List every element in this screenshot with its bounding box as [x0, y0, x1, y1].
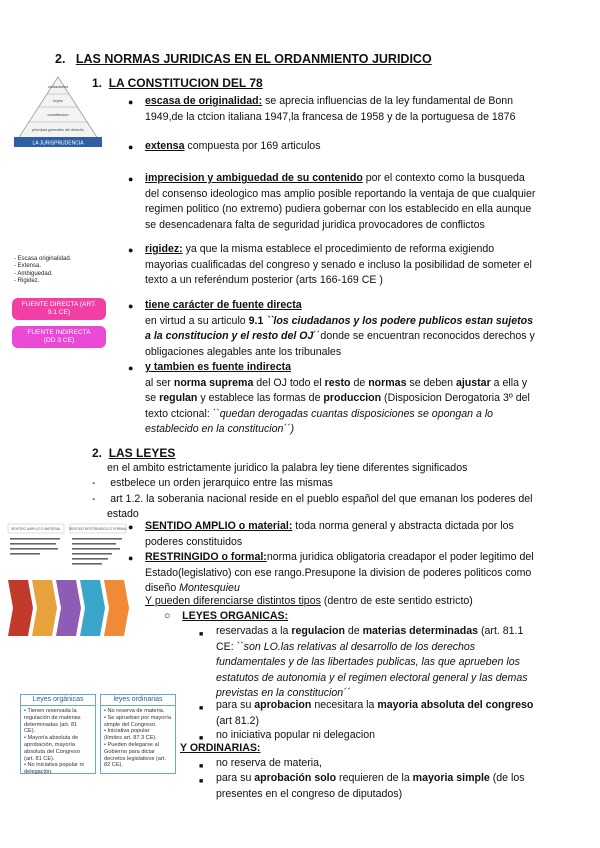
fuente-directa-badge	[12, 298, 106, 320]
badge-line: FUENTE INDIRECTA	[27, 329, 91, 336]
table-cell-line: • No reserva de materia.	[104, 708, 165, 714]
section-2-intro: en el ambito estrictamente juridico la palabra ley tiene diferentes significados	[107, 462, 468, 474]
title-number: 2.	[55, 52, 66, 66]
badge-line: FUENTE DIRECTA (ART.	[21, 301, 97, 308]
bullet-key: extensa	[145, 140, 185, 152]
ordinarias-item-aprobacion: para su aprobación solo requieren de la mayoria simple (de los presentes en el congreso de diputados)	[216, 772, 525, 800]
title-text: LAS NORMAS JURIDICAS EN EL ORDANMIENTO JURIDICO	[75, 52, 432, 66]
organicas-item-iniciativa: no iniciativa popular ni delegacion	[216, 729, 376, 741]
table-header: Leyes orgánicas	[21, 695, 95, 706]
table-body	[101, 706, 175, 771]
bullet-originalidad	[145, 94, 515, 125]
organicas-item-reserva: reservadas a la regulacion de materias determinadas (art. 81.1 CE: ``son LO.las relativas al desarrollo de los derechos fundamentales y de las libertades publicas, las que aprueben los estatutos de autonomia y el regimen electoral general y las demas previstas en la constitucion´´	[216, 625, 528, 699]
bullet-text: del consenso ideologico mas amplio posible reportando la ventaja de que cualquier	[145, 187, 536, 200]
bullet-key: imprecision y ambiguedad de su contenido	[145, 172, 363, 184]
bullet-icon: ●	[128, 142, 134, 152]
table-cell-line: decretos legislativos (art. 82 CE).	[104, 755, 166, 769]
bullet-key: rigidez:	[145, 243, 183, 255]
pyramid-level-4: principios generales del derecho	[32, 128, 84, 132]
bullet-text: compuesta por 169 articulos	[184, 140, 321, 152]
bullet-icon: ●	[128, 174, 134, 184]
arrow-shape	[56, 580, 81, 636]
side-note: - Rigidez.	[14, 278, 40, 285]
bullet-icon: ●	[128, 553, 134, 563]
bullet-text: ya que la misma establece el procedimiento de reforma exigiendo	[182, 243, 495, 255]
pyramid-level-3: constitucion	[47, 112, 69, 117]
table-cell-line: simple del Congreso.	[104, 721, 157, 728]
table-column-ordinarias	[100, 694, 176, 774]
bullet-text: por el contexto como la busqueda	[362, 172, 525, 184]
ordinarias-item-reserva: no reserva de materia,	[216, 757, 322, 769]
table-cell-line: • Pueden delegarse al	[104, 741, 159, 748]
table-cell-line: absoluta del Congreso	[24, 748, 80, 755]
arrow-shape	[104, 580, 129, 636]
table-header: leyes ordinarias	[101, 695, 175, 706]
arrows-right-header: SENTIDO RESTRINGIDO O FORMAL	[68, 527, 128, 531]
bullet-text: se desencadenara falta de seguridad juridica provocadores de conflictos	[145, 218, 485, 231]
bullet-key: y tambien es fuente indirecta	[145, 361, 292, 373]
arrow-shape	[32, 580, 57, 636]
table-cell-line: determinadas (art. 81	[24, 721, 78, 728]
section-2-title: LAS LEYES	[108, 446, 176, 460]
bullet-icon: ●	[128, 245, 134, 255]
pyramid-level-1: ciudadanos	[47, 84, 69, 89]
bullet-restringido: RESTRINGIDO o formal:norma juridica obligatoria creadapor el poder legitimo del Estado(legislativo) con ese rango.Presupone la division de poderes politicos como diseño Montesquieu	[145, 551, 534, 594]
fuente-indirecta-badge	[12, 326, 106, 348]
bullet-sentido-amplio: SENTIDO AMPLIO o material: toda norma general y abstracta dictada por los poderes constituidos	[145, 520, 514, 548]
square-bullet-icon: ■	[199, 705, 204, 712]
side-note: - Ambiguedad.	[14, 270, 53, 277]
bullet-text: en virtud a su articulo	[145, 314, 249, 327]
bullet-key: tiene carácter de fuente directa	[145, 299, 302, 311]
table-cell-line: CE).	[24, 728, 36, 735]
bullet-text: texto a un referéndum posterior (arts 166-169 CE )	[145, 274, 383, 286]
bullet-icon: ●	[128, 363, 134, 373]
bullet-text: ``los ciudadanos y los podere publicos estan sujetos	[263, 314, 533, 327]
square-bullet-icon: ■	[199, 631, 204, 638]
bullet-text: se aprecia influencias de la ley fundamental de Bonn	[262, 95, 514, 107]
bullet-text: a la constitucion y el resto del OJ	[145, 330, 314, 342]
table-cell-line: delegación.	[24, 769, 53, 776]
arrows-diagram	[6, 522, 130, 646]
bullet-key: escasa de originalidad:	[145, 95, 263, 107]
bullet-text: obligaciones alegables ante los tribunales	[145, 345, 342, 358]
bullet-extensa	[145, 139, 321, 155]
side-note: - Escasa originalidad.	[14, 256, 72, 262]
table-cell-line: (art. 81 CE).	[24, 755, 55, 762]
table-cell-line: • No iniciativa popular ni	[24, 762, 84, 769]
dash-item-continued: estado	[107, 508, 139, 520]
page-title	[55, 52, 432, 68]
bullet-text: 1949,de la ctcion italiana 1947,la francesa de 1958 y de la portuguesa de 1876	[145, 110, 516, 123]
table-cell-line: • Se aprueban por mayoría	[104, 714, 171, 721]
bullet-imprecision	[145, 171, 535, 233]
table-cell-line: • Iniciativa popular	[104, 728, 150, 735]
bullet-rigidez	[145, 242, 532, 289]
leyes-organicas-heading: ○ LEYES ORGANICAS:	[164, 610, 289, 622]
bullet-text: ´´donde se encuentran reconocidos derechos y	[313, 330, 535, 342]
leyes-ordinarias-heading: Y ORDINARIAS:	[180, 742, 261, 754]
square-bullet-icon: ■	[199, 778, 204, 785]
bullet-text: mayorias cualificadas del congreso y senado e incluso la posibilidad de someter el	[145, 258, 532, 271]
arrow-shape	[80, 580, 105, 636]
arrows-left-header: SENTIDO AMPLIO O MATERIAL	[11, 527, 61, 531]
arrow-shape	[8, 580, 33, 636]
tipos-line: Y pueden diferenciarse distintos tipos (dentro de este sentido estricto)	[145, 595, 473, 607]
table-cell-line: • Mayoría absoluta de	[24, 735, 79, 742]
side-note: - Extensa.	[14, 263, 42, 270]
table-cell-line: regulación de materias	[24, 714, 81, 721]
section-2-number: 2.	[92, 446, 103, 460]
section-2-heading	[92, 446, 175, 462]
badge-line: 9.1 CE)	[47, 309, 71, 316]
bullet-icon: ●	[128, 522, 134, 532]
comparison-table	[20, 694, 178, 774]
table-body	[21, 706, 95, 778]
dash-item: - estbelece un orden jerarquico entre las mismas	[92, 477, 333, 489]
table-column-organicas	[20, 694, 96, 774]
badge-line: (DD 3 CE)	[43, 337, 75, 344]
bullet-fuente-directa	[145, 298, 535, 360]
square-bullet-icon: ■	[199, 763, 204, 770]
bullet-icon: ●	[128, 301, 134, 311]
square-bullet-icon: ■	[199, 735, 204, 742]
section-1-title: LA CONSTITUCION DEL 78	[108, 76, 263, 90]
section-1-heading	[92, 76, 263, 92]
table-cell-line: (límites art. 87.3 CE).	[104, 735, 157, 742]
organicas-item-aprobacion: para su aprobacion necesitara la mayoria absoluta del congreso (art 81.2)	[216, 699, 534, 727]
section-1-number: 1.	[92, 76, 103, 90]
pyramid-base: LA JURISPRUDENCIA	[32, 140, 84, 147]
bullet-text: 9.1	[248, 314, 264, 327]
pyramid-level-2: leyes	[53, 98, 63, 103]
table-cell-line: Gobierno para dictar	[104, 748, 155, 755]
table-cell-line: • Tienen reservada la	[24, 708, 77, 714]
bullet-icon: ●	[128, 97, 134, 107]
bullet-fuente-indirecta: y tambien es fuente indirecta al ser norma suprema del OJ todo el resto de normas se deben ajustar a ella y se regulan y establece las formas de produccion (Disposicion Derogatoria 3º del texto ctcional: ``quedan derogadas cuantas disposiciones se opongan a lo establecido en la constitucion´´)	[145, 361, 530, 435]
dash-item: - art 1.2. la soberania nacional reside en el pueblo español del que emanan los poderes del	[92, 493, 533, 505]
table-cell-line: aprobación, mayoría	[24, 741, 75, 748]
bullet-text: regimen politico (no extremo) pudiera gobernar con los establecido en ella aunque	[145, 203, 532, 215]
side-notes	[14, 256, 71, 286]
